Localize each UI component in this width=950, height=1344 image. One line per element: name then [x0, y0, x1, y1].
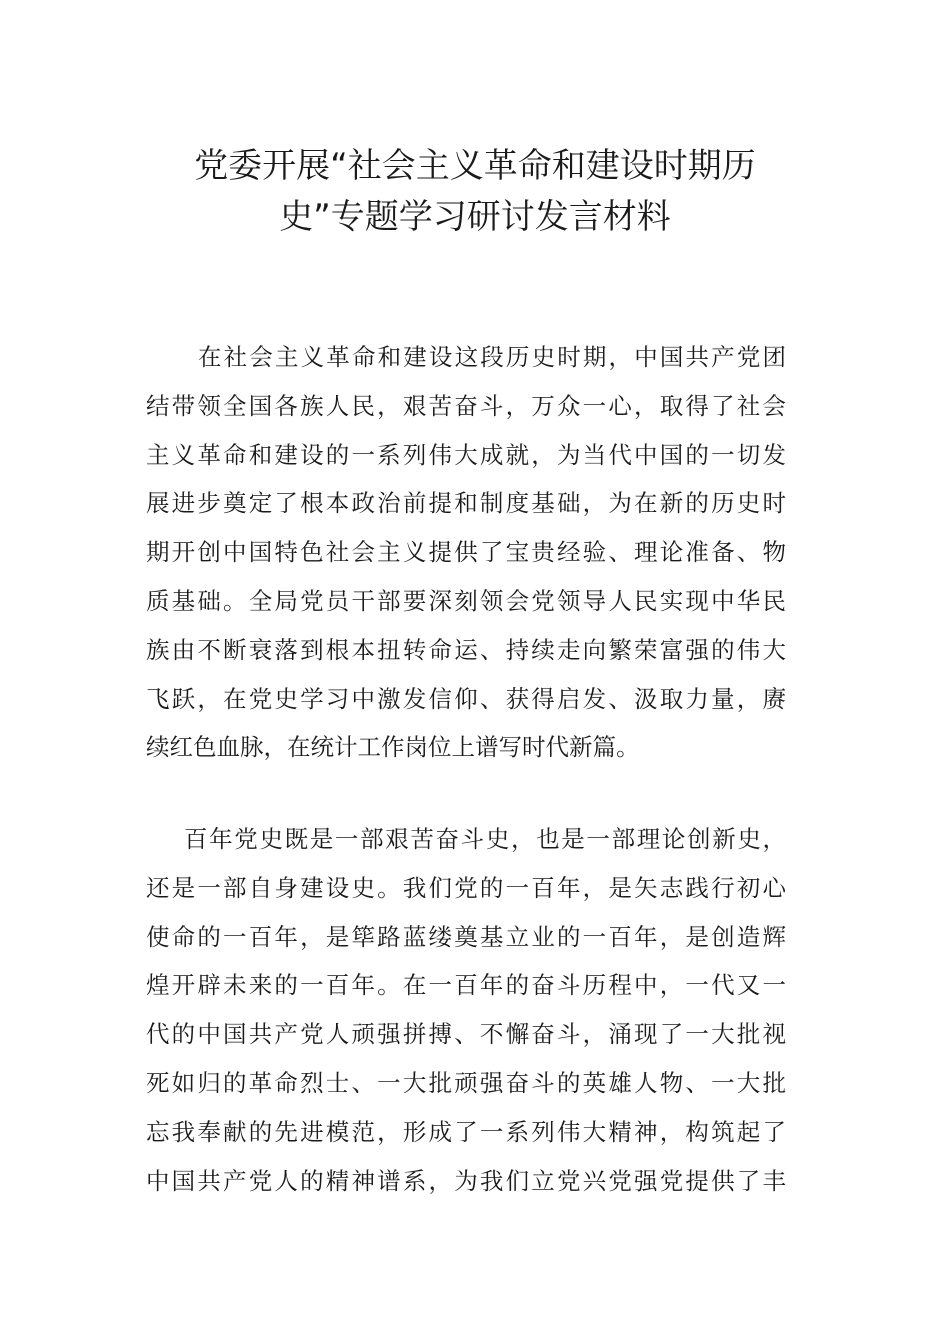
paragraph-line: 还是一部自身建设史。我们党的一百年，是矢志践行初心 — [146, 873, 786, 902]
paragraph-line: 族由不断衰落到根本扭转命运、持续走向繁荣富强的伟大 — [146, 635, 786, 664]
document-title — [150, 141, 800, 243]
title-line-2: 史”专题学习研讨发言材料 — [279, 197, 671, 237]
paragraph-line: 结带领全国各族人民，艰苦奋斗，万众一心，取得了社会 — [146, 391, 786, 420]
paragraph-line: 质基础。全局党员干部要深刻领会党领导人民实现中华民 — [146, 586, 786, 615]
paragraph-line: 使命的一百年，是筚路蓝缕奠基立业的一百年，是创造辉 — [146, 922, 786, 951]
paragraph-line: 百年党史既是一部艰苦奋斗史，也是一部理论创新史， — [184, 825, 786, 853]
paragraph-line: 续红色血脉，在统计工作岗位上谱写时代新篇。 — [146, 733, 640, 762]
paragraph-line: 忘我奉献的先进模范，形成了一系列伟大精神，构筑起了 — [146, 1117, 786, 1146]
paragraph-line: 死如归的革命烈士、一大批顽强奋斗的英雄人物、一大批 — [146, 1068, 786, 1097]
paragraph-1 — [146, 333, 786, 772]
paragraph-line: 期开创中国特色社会主义提供了宝贵经验、理论准备、物 — [146, 538, 786, 567]
paragraph-line: 煌开辟未来的一百年。在一百年的奋斗历程中，一代又一 — [146, 971, 786, 1000]
paragraph-line: 代的中国共产党人顽强拼搏、不懈奋斗，涌现了一大批视 — [146, 1020, 786, 1049]
paragraph-line: 展进步奠定了根本政治前提和制度基础，为在新的历史时 — [146, 489, 786, 518]
paragraph-line: 中国共产党人的精神谱系，为我们立党兴党强党提供了丰 — [146, 1166, 786, 1195]
paragraph-line: 飞跃，在党史学习中激发信仰、获得启发、汲取力量，赓 — [146, 684, 786, 713]
title-line-1: 党委开展“社会主义革命和建设时期历 — [194, 146, 756, 186]
paragraph-2 — [146, 815, 786, 1205]
paragraph-line: 在社会主义革命和建设这段历史时期，中国共产党团 — [198, 343, 786, 371]
paragraph-line: 主义革命和建设的一系列伟大成就，为当代中国的一切发 — [146, 440, 786, 469]
